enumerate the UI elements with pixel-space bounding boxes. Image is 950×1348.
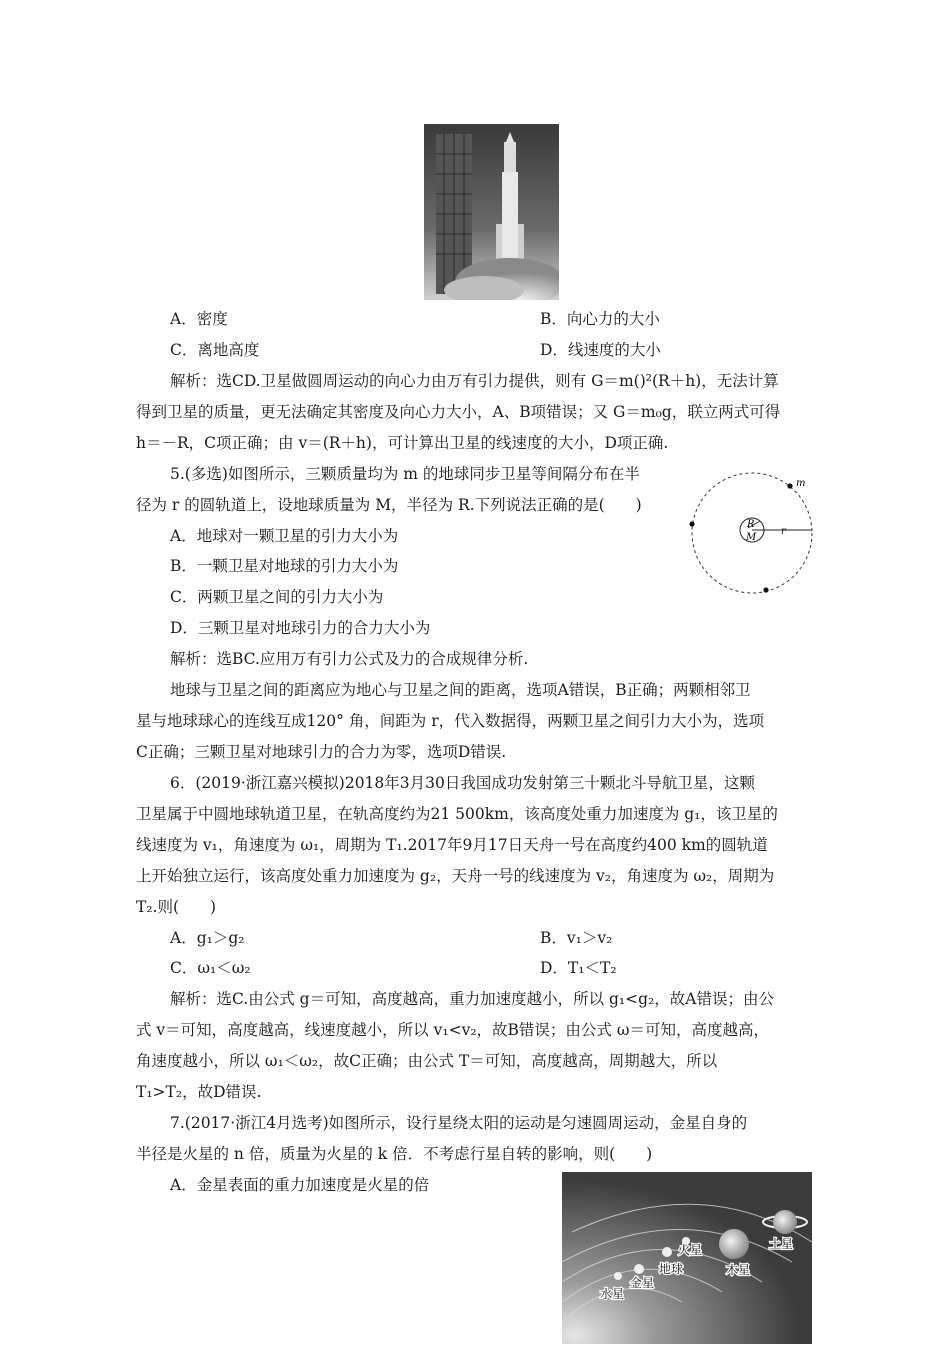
satellite-dot	[689, 521, 694, 526]
q4-option-b: B．向心力的大小	[540, 310, 660, 328]
earth-icon	[662, 1247, 672, 1257]
satellite-dot	[763, 587, 768, 592]
solar-system-figure	[562, 1172, 812, 1344]
label-earth: 地球	[659, 1262, 684, 1276]
mercury-icon	[614, 1272, 622, 1280]
q5-analysis-line: 解析：选BC.应用万有引力公式及力的合成规律分析.	[170, 650, 529, 668]
satellite-dot	[787, 483, 792, 488]
q5-option-c: C．两颗卫星之间的引力大小为	[170, 588, 384, 606]
q4-analysis-line: 解析：选CD.卫星做圆周运动的向心力由万有引力提供，则有 G＝m()²(R＋h)，无法计算	[170, 372, 779, 390]
q5-stem-line: 径为 r 的圆轨道上，设地球质量为 M，半径为 R.下列说法正确的是( )	[136, 496, 642, 514]
q7-option-a: A．金星表面的重力加速度是火星的倍	[170, 1176, 430, 1194]
q6-stem-line: 6．(2019·浙江嘉兴模拟)2018年3月30日我国成功发射第三十颗北斗导航卫星，这颗	[170, 774, 755, 792]
label-mars: 火星	[678, 1243, 703, 1257]
q5-analysis-line: 地球与卫星之间的距离应为地心与卫星之间的距离，选项A错误，B正确；两颗相邻卫	[170, 681, 751, 699]
rocket-launch-photo	[424, 124, 559, 300]
label-M: M	[746, 532, 757, 543]
q6-stem-line: 卫星属于中圆地球轨道卫星，在轨高度约为21 500km，该高度处重力加速度为 g₁，该卫星的	[136, 805, 778, 823]
q6-stem-line: 上开始独立运行，该高度处重力加速度为 g₂，天舟一号的线速度为 v₂，角速度为 ω₂，周期为	[136, 867, 775, 885]
label-m: m	[796, 478, 806, 489]
label-venus: 金星	[630, 1276, 655, 1290]
q6-analysis-line: 角速度越小，所以 ω₁＜ω₂，故C正确；由公式 T＝可知，高度越高，周期越大，所以	[136, 1052, 718, 1070]
saturn-icon	[773, 1210, 797, 1234]
jupiter-icon	[719, 1229, 749, 1259]
q6-analysis-line: T₁>T₂，故D错误.	[136, 1083, 262, 1101]
q7-stem-line: 7.(2017·浙江4月选考)如图所示，设行星绕太阳的运动是匀速圆周运动，金星自身的	[170, 1114, 748, 1132]
q5-option-d: D．三颗卫星对地球引力的合力大小为	[170, 619, 431, 637]
satellite-orbit-diagram	[686, 470, 818, 596]
label-mercury: 水星	[600, 1287, 625, 1301]
q5-stem-line: 5.(多选)如图所示，三颗质量均为 m 的地球同步卫星等间隔分布在半	[170, 465, 640, 483]
q6-analysis-line: 解析：选C.由公式 g＝可知，高度越高，重力加速度越小，所以 g₁<g₂，故A错误；由公	[170, 990, 774, 1008]
q4-option-c: C．离地高度	[170, 341, 260, 359]
label-r: r	[781, 526, 786, 537]
q6-analysis-line: 式 v＝可知，高度越高，线速度越小，所以 v₁<v₂，故B错误；由公式 ω＝可知，高度越高，	[136, 1021, 769, 1039]
q6-stem-line: 线速度为 v₁，角速度为 ω₁，周期为 T₁.2017年9月17日天舟一号在高度约400 km的圆轨道	[136, 836, 768, 854]
label-jupiter: 木星	[726, 1263, 751, 1277]
q4-analysis-line: h＝－R，C项正确；由 v＝(R＋h)，可计算出卫星的线速度的大小，D项正确.	[136, 434, 669, 452]
q5-option-a: A．地球对一颗卫星的引力大小为	[170, 527, 399, 545]
q6-option-c: C．ω₁＜ω₂	[170, 959, 251, 977]
q6-option-a: A．g₁＞g₂	[170, 929, 245, 947]
q5-analysis-line: C正确；三颗卫星对地球引力的合力为零，选项D错误.	[136, 743, 507, 761]
q6-stem-line: T₂.则( )	[136, 898, 217, 916]
q5-analysis-line: 星与地球球心的连线互成120° 角，间距为 r，代入数据得，两颗卫星之间引力大小为，选项	[136, 712, 765, 730]
label-saturn: 土星	[769, 1237, 794, 1251]
q5-option-b: B．一颗卫星对地球的引力大小为	[170, 557, 399, 575]
label-R: R	[747, 519, 755, 530]
q6-option-b: B．v₁＞v₂	[540, 929, 613, 947]
q4-analysis-line: 得到卫星的质量，更无法确定其密度及向心力大小，A、B项错误；又 G＝m₀g，联立两式可得	[136, 403, 781, 421]
q7-stem-line: 半径是火星的 n 倍，质量为火星的 k 倍．不考虑行星自转的影响，则( )	[136, 1145, 653, 1163]
venus-icon	[634, 1264, 644, 1274]
q6-option-d: D．T₁＜T₂	[540, 959, 617, 977]
q4-option-a: A．密度	[170, 310, 228, 328]
q4-option-d: D．线速度的大小	[540, 341, 661, 359]
